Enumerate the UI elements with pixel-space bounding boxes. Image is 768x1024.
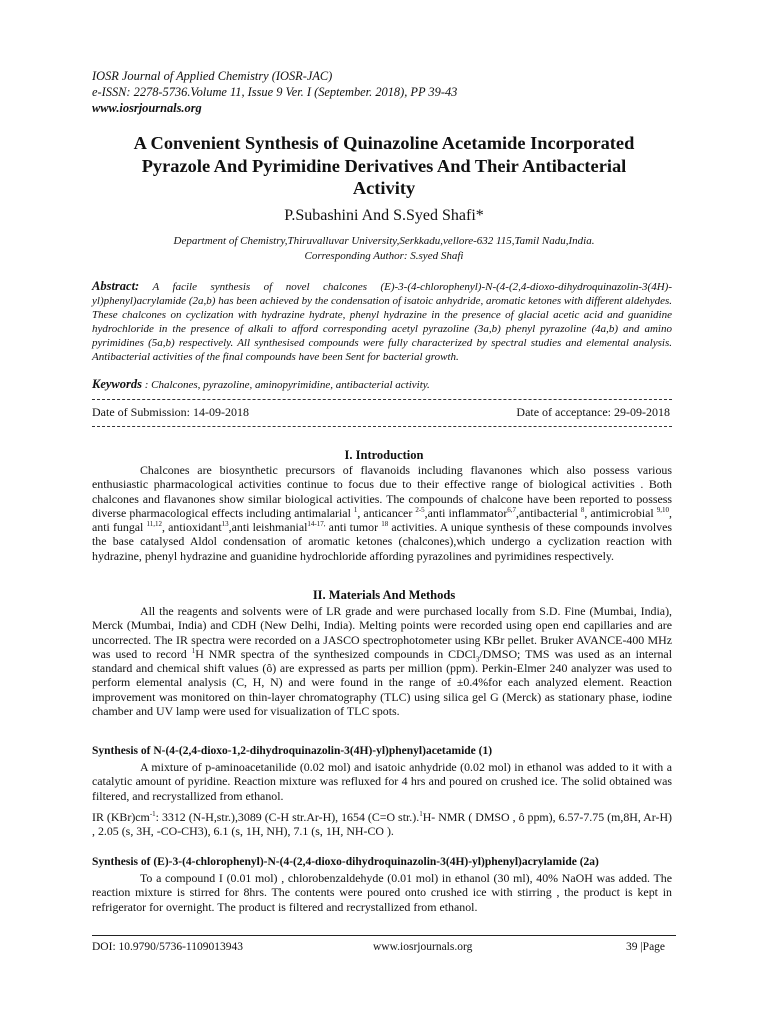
keywords-text: : Chalcones, pyrazoline, aminopyrimidine, antibacterial activity. (142, 379, 430, 391)
abstract-text: A facile synthesis of novel chalcones (E)-3-(4-chlorophenyl)-N-(4-(2,4-dioxo-dihydroquinazolin-3(4H)-yl)phenyl)acrylamide (2a,b) has been achieved by the condensation of isatoic anhydride, aromatic ketones with different aldehydes. These chalcones on cyclization with hydrazine hydrate, phenyl hydrazine in the presence of glacial acetic acid and guanidine hydrochloride in the presence of alkali to afford corresponding acetyl pyrazoline (3a,b) phenyl pyrazoline (4a,b) and amino pyrimidines (5a,b) respectively. All synthesised compounds were fully characterized by spectral studies and elemental analysis. Antibacterial activities of the final compounds have been Sent for bacterial growth. (92, 281, 672, 363)
introduction-paragraph: Chalcones are biosynthetic precursors of flavanoids including flavanones which also possess various enthusiastic pharmacological activities continue to focus due to their effective range of biological activities . Both chalcones and flavanones show similar biological activities. The compounds of chalcone have been reported to possess diverse pharmacological effects including antimalarial $^1$, anticancer $^{2-5}$,anti inflammator$^{6,7}$,antibacterial $^8$, antimicrobial $^{9,10}$, anti fungal $^{11,12}$, antioxidant$^{13}$,anti leishmanial$^{14-17,}$ anti tumor $^{18}$ activities. A unique synthesis of these compounds involves the base catalysed Aldol condensation of aromatic ketones (chalcones),which undergo a cyclization reaction with hydrazine, phenyl hydrazine and guanidine hydrochloride affording pyrazolines and pyrimidines respectively. (92, 463, 673, 563)
synthesis-1-heading: Synthesis of N-(4-(2,4-dioxo-1,2-dihydroquinazolin-3(4H)-yl)phenyl)acetamide (1) (92, 745, 493, 757)
divider (92, 426, 672, 427)
section-heading-introduction: I. Introduction (344, 448, 424, 462)
footer-rule (92, 935, 676, 936)
corresponding-author: Corresponding Author: S.syed Shafi (304, 250, 464, 262)
footer-page-number: 39 |Page (626, 941, 666, 953)
abstract-label: Abstract: (92, 279, 140, 293)
issn-line: e-ISSN: 2278-5736.Volume 11, Issue 9 Ver. I (September. 2018), PP 39-43 (92, 85, 458, 99)
affiliation-block (0, 234, 768, 264)
divider (92, 399, 672, 400)
affiliation: Department of Chemistry,Thiruvalluvar University,Serkkadu,vellore-632 115,Tamil Nadu,India. (173, 235, 595, 247)
synthesis-1-text: A mixture of p-aminoacetanilide (0.02 mol) and isatoic anhydride (0.02 mol) in ethanol was added to it with a catalytic amount of pyridine. Reaction mixture was refluxed for 4 hrs and poured on crushed ice. The solid obtained was filtered, and recrystallized from ethanol. (92, 760, 672, 803)
synthesis-1-spectra: IR $(KBr)cm^{-1}$: 3312 (N-H,str.),3089 (C-H str.Ar-H), 1654 (C=O str.).$^1$H- NMR ( DMSO , ô ppm), 6.57-7.75 (m,8H, Ar-H) , 2.05 (s, 3H, -CO-CH3), 6.1 (s, 1H, NH), 7.1 (s, 1H, NH-CO ). (92, 810, 672, 839)
dates-row (92, 405, 672, 420)
acceptance-date: Date of acceptance: 29-09-2018 (516, 405, 670, 419)
methods-paragraph: All the reagents and solvents were of LR grade and were purchased locally from S.D. Fine (Mumbai, India), Merck (Mumbai, India) and CDH (New Delhi, India). Melting points were recorded using open end capillaries and are uncorrected. The IR spectra were recorded on a JASCO spectrophotometer using KBr pellet. Bruker AVANCE-400 MHz was used to record $^1$H NMR spectra of the synthesized compounds in CDCl$_3$/DMSO; TMS was used as an internal standard and chemical shift values (ô) are expressed as parts per million (ppm). Perkin-Elmer 240 analyzer was used to perform elemental analysis (C, H, N) and were found in the range of ±0.4%for each analyzed element. Reaction improvement was monitored on thin-layer chromatography (TLC) using silica gel G (Merck) as stationary phase, iodine chamber and UV lamp were used for visualization of TLC spots. (92, 604, 672, 719)
keywords (92, 377, 672, 392)
footer-site[interactable]: www.iosrjournals.org (373, 941, 473, 953)
footer-doi[interactable]: DOI: 10.9790/5736-1109013943 (92, 941, 243, 953)
journal-website[interactable]: www.iosrjournals.org (92, 101, 202, 115)
title-line: A Convenient Synthesis of Quinazoline Acetamide Incorporated (133, 133, 635, 153)
paper-title (80, 132, 688, 200)
synthesis-2-text: To a compound I (0.01 mol) , chlorobenzaldehyde (0.01 mol) in ethanol (30 ml), 40% NaOH was added. The reaction mixture is stirred for 8hrs. The contents were poured onto crushed ice with stirring , the product is kept in refrigerator for overnight. The product is filtered and recrystallized from ethanol. (92, 871, 672, 914)
synthesis-2-heading: Synthesis of (E)-3-(4-chlorophenyl)-N-(4-(2,4-dioxo-dihydroquinazolin-3(4H)-yl)phenyl)acrylamide (2a) (92, 856, 599, 868)
abstract (92, 279, 672, 364)
authors: P.Subashini And S.Syed Shafi* (284, 207, 484, 224)
submission-date: Date of Submission: 14-09-2018 (92, 405, 249, 419)
title-line: Pyrazole And Pyrimidine Derivatives And Their Antibacterial (141, 155, 627, 176)
section-heading-methods: II. Materials And Methods (312, 588, 456, 602)
keywords-label: Keywords (92, 377, 142, 391)
title-line: Activity (352, 178, 416, 198)
journal-name: IOSR Journal of Applied Chemistry (IOSR-JAC) (92, 69, 333, 83)
journal-header (92, 68, 457, 116)
